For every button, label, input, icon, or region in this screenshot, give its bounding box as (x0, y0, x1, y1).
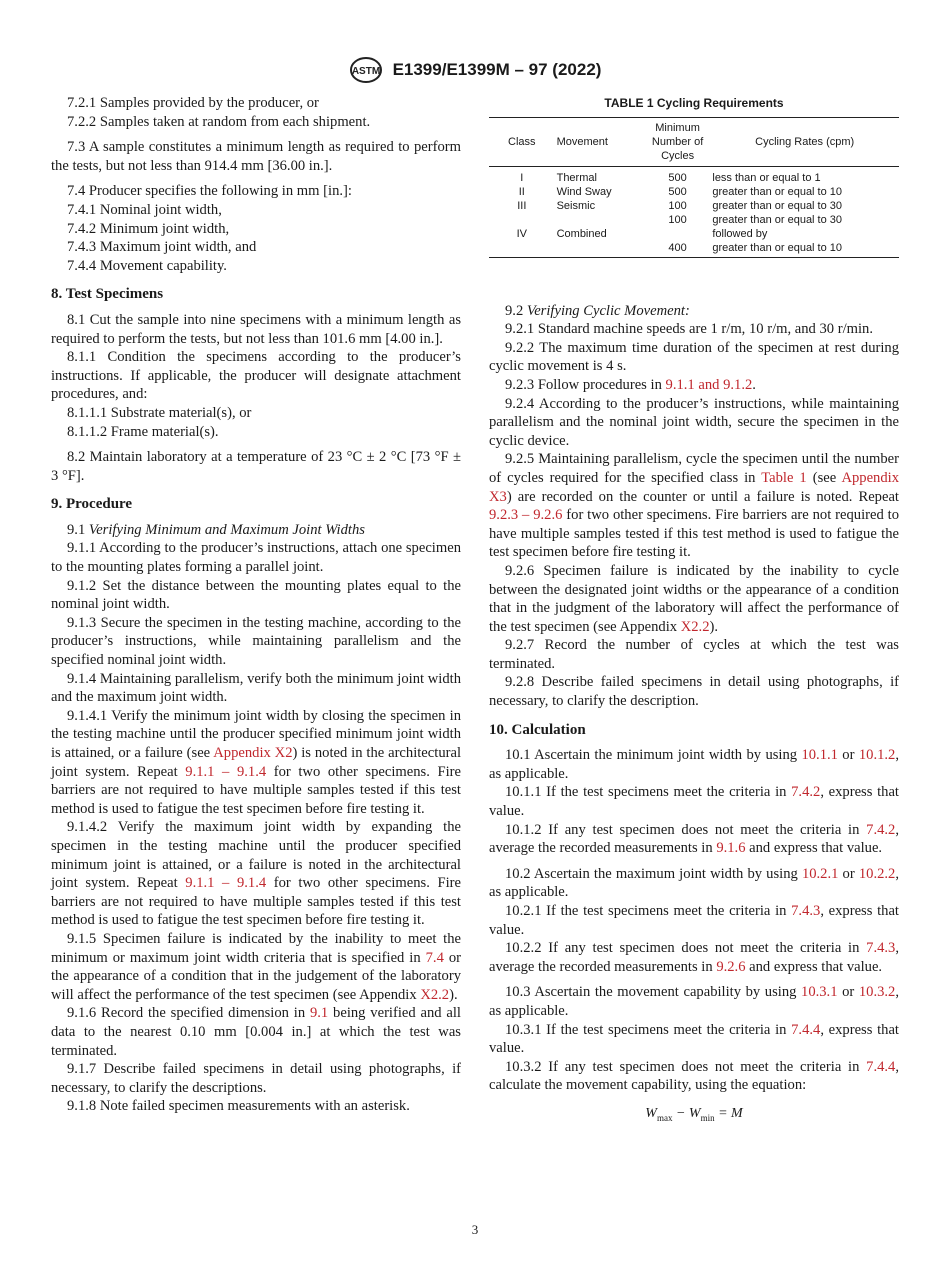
para-10-2-2: 10.2.2 If any test specimen does not meet the criteria in 7.4.3, average the recorded measurements in 9.2.6 and express that value. (489, 940, 899, 975)
table-row: II Wind Sway 500 greater than or equal to 10 (518, 185, 843, 198)
col-header-class: Class (489, 117, 555, 166)
link-10-2-1[interactable]: 10.2.1 (801, 865, 839, 882)
col-header-rates: Cycling Rates (cpm) (710, 117, 899, 166)
document-designation: E1399/E1399M – 97 (2022) (392, 60, 602, 79)
para-7-4-3: 7.4.3 Maximum joint width, and (67, 239, 257, 256)
link-7-4-3[interactable]: 7.4.3 (866, 940, 896, 957)
page-number: 3 (471, 1222, 479, 1237)
para-10-3-2: 10.3.2 If any test specimen does not meet the criteria in 7.4.4, calculate the movement capability, using the equation: (489, 1058, 899, 1094)
para-10-1-2: 10.1.2 If any test specimen does not meet the criteria in 7.4.2, average the recorded measurements in 9.1.6 and express that value. (489, 821, 899, 857)
para-9-1-4: 9.1.4 Maintaining parallelism, verify both the minimum joint width and the maximum joint width. (51, 670, 461, 706)
col-header-movement: Movement (555, 117, 645, 166)
para-9-2-7: 9.2.7 Record the number of cycles at which the test was terminated. (489, 637, 899, 672)
para-9-1-1: 9.1.1 According to the producer’s instructions, attach one specimen to the mounting plates forming a parallel joint. (51, 540, 461, 576)
link-7-4[interactable]: 7.4 (425, 949, 444, 966)
table-row: IV Combined followed by (516, 227, 768, 240)
para-9-2-3: 9.2.3 Follow procedures in 9.1.1 and 9.1.2. (505, 376, 756, 393)
link-9-1-1-and-9-1-2[interactable]: 9.1.1 and 9.1.2 (665, 376, 753, 393)
para-10-2-1: 10.2.1 If the test specimens meet the criteria in 7.4.3, express that value. (489, 903, 899, 938)
link-9-1[interactable]: 9.1 (309, 1005, 329, 1022)
para-9-1-8: 9.1.8 Note failed specimen measurements with an asterisk. (67, 1098, 410, 1115)
para-9-1-3: 9.1.3 Secure the specimen in the testing machine, according to the producer’s instructions, while maintaining parallelism and the specified nominal joint width. (51, 614, 461, 669)
link-9-1-6[interactable]: 9.1.6 (716, 840, 746, 857)
section-heading-8: 8. Test Specimens (51, 286, 164, 303)
para-9-1-6: 9.1.6 Record the specified dimension in 9.1 being verified and all data to the nearest 0.10 mm [0.004 in.] at which the test was terminated. (51, 1005, 461, 1059)
link-x2-2[interactable]: X2.2 (420, 986, 450, 1003)
para-9-1-2: 9.1.2 Set the distance between the mounting plates equal to the nominal joint width. (51, 577, 461, 613)
para-7-3: 7.3 A sample constitutes a minimum length as required to perform the tests, but not less than 914.4 mm [36.00 in.]. (51, 139, 461, 174)
para-7-4-1: 7.4.1 Nominal joint width, (67, 201, 222, 218)
link-10-1-1[interactable]: 10.1.1 (801, 747, 838, 764)
right-column (489, 94, 899, 1127)
para-9-1-4-1: 9.1.4.1 Verify the minimum joint width by closing the specimen in the testing machine until the producer specified minimum joint width is attained, or a failure (see Appendix X2) is noted in the architectural joint system. Repeat 9.1.1 – 9.1.4 for two other specimens. Fire barriers are not required to have multiple samples tested if this test method is used to fatigue the test specimen before fire testing it. (51, 707, 462, 817)
link-9-2-6[interactable]: 9.2.6 (716, 958, 746, 975)
link-7-4-2[interactable]: 7.4.2 (866, 821, 896, 838)
para-10-1: 10.1 Ascertain the minimum joint width by using 10.1.1 or 10.1.2, as applicable. (489, 747, 899, 782)
para-7-2-1: 7.2.1 Samples provided by the producer, or (67, 95, 319, 111)
link-7-4-3[interactable]: 7.4.3 (791, 903, 821, 919)
para-9-2-1: 9.2.1 Standard machine speeds are 1 r/m, 10 r/m, and 30 r/min. (505, 321, 874, 338)
page-header (0, 56, 950, 84)
para-8-1-1: 8.1.1 Condition the specimens according to the producer’s instructions. If applicable, the producer will designate attachment procedures, and: (51, 349, 461, 403)
link-9-1-1-to-9-1-4[interactable]: 9.1.1 – 9.1.4 (185, 875, 267, 892)
link-10-2-2[interactable]: 10.2.2 (858, 865, 896, 882)
link-appendix-x3[interactable]: Appendix X3 (489, 469, 899, 505)
link-x2-2[interactable]: X2.2 (680, 618, 710, 635)
para-9-1-7: 9.1.7 Describe failed specimens in detail using photographs, if necessary, to clarify the descriptions. (51, 1061, 461, 1096)
table-row: I Thermal 500 less than or equal to 1 (520, 171, 821, 184)
para-10-1-1: 10.1.1 If the test specimens meet the criteria in 7.4.2, express that value. (489, 784, 899, 820)
para-7-4-4: 7.4.4 Movement capability. (67, 257, 227, 274)
table-row: III Seismic 100 greater than or equal to 30 (517, 199, 843, 212)
para-7-4-2: 7.4.2 Minimum joint width, (67, 220, 230, 237)
section-heading-9: 9. Procedure (51, 496, 133, 513)
link-10-1-2[interactable]: 10.1.2 (858, 747, 896, 764)
link-10-3-2[interactable]: 10.3.2 (858, 984, 896, 1001)
link-10-3-1[interactable]: 10.3.1 (801, 984, 838, 1001)
link-table-1[interactable]: Table 1 (761, 469, 807, 486)
para-7-2-2: 7.2.2 Samples taken at random from each shipment. (67, 113, 371, 130)
link-9-1-1-to-9-1-4[interactable]: 9.1.1 – 9.1.4 (185, 763, 267, 780)
para-8-1-1-1: 8.1.1.1 Substrate material(s), or (67, 404, 252, 421)
section-heading-10: 10. Calculation (489, 721, 586, 738)
para-10-3: 10.3 Ascertain the movement capability by using 10.3.1 or 10.3.2, as applicable. (489, 984, 899, 1019)
para-9-1-4-2: 9.1.4.2 Verify the maximum joint width by expanding the specimen in the testing machine until the producer specified minimum joint is attained, or a failure is noted in the architectural joint system. Repeat 9.1.1 – 9.1.4 for two other specimens. Fire barriers are not required to have multiple samples tested if this test method is used to fatigue the test specimen before fire testing it. (51, 819, 461, 929)
para-8-2: 8.2 Maintain laboratory at a temperature of 23 °C ± 2 °C [73 °F ± 3 °F]. (51, 449, 461, 484)
para-8-1: 8.1 Cut the sample into nine specimens with a minimum length as required to perform the tests, but not less than 101.6 mm [4.00 in.]. (51, 311, 461, 347)
para-10-2: 10.2 Ascertain the maximum joint width by using 10.2.1 or 10.2.2, as applicable. (489, 865, 899, 901)
para-9-2-5: 9.2.5 Maintaining parallelism, cycle the specimen until the number of cycles required for the specified class in Table 1 (see Appendix X3) are recorded on the counter or until a failure is noted. Repeat 9.2.3 – 9.2.6 for two other specimens. Fire barriers are not required to have multiple samples tested if this test method is used to fatigue the test specimen before fire testing it. (489, 451, 899, 561)
astm-logo-icon (349, 56, 383, 84)
para-7-4: 7.4 Producer specifies the following in mm [in.]: (67, 183, 352, 200)
cycling-requirements-table (489, 117, 899, 258)
para-9-2-8: 9.2.8 Describe failed specimens in detail using photographs, if necessary, to clarify the description. (489, 674, 899, 710)
table-row: 100 greater than or equal to 30 (668, 213, 843, 226)
logo-text: ASTM (351, 66, 380, 77)
link-7-4-2[interactable]: 7.4.2 (791, 784, 821, 801)
para-8-1-1-2: 8.1.1.2 Frame material(s). (67, 423, 219, 440)
para-10-3-1: 10.3.1 If the test specimens meet the criteria in 7.4.4, express that value. (489, 1021, 899, 1057)
left-column (51, 94, 461, 1116)
para-9-1: 9.1 Verifying Minimum and Maximum Joint Widths (67, 521, 365, 538)
para-9-2-6: 9.2.6 Specimen failure is indicated by the inability to cycle between the designated joint widths or the appearance of a condition that in the judgment of the laboratory will affect the performance of the test specimen (see Appendix X2.2). (489, 562, 899, 635)
link-7-4-4[interactable]: 7.4.4 (791, 1021, 821, 1038)
movement-equation: $W_{max} - W_{min} = M$ (645, 1105, 743, 1123)
table-caption: TABLE 1 Cycling Requirements (604, 96, 784, 110)
para-9-1-5: 9.1.5 Specimen failure is indicated by the inability to meet the minimum or maximum joint width criteria that is specified in 7.4 or the appearance of a condition that in the judgement of the laboratory will affect the performance of the test specimen (see Appendix X2.2). (51, 930, 461, 1003)
link-9-2-3-to-9-2-6[interactable]: 9.2.3 – 9.2.6 (489, 507, 563, 524)
table-header-row (489, 117, 899, 166)
col-header-cycles: Minimum Number of Cycles (645, 117, 711, 166)
link-appendix-x2[interactable]: Appendix X2 (213, 745, 293, 761)
para-9-2-2: 9.2.2 The maximum time duration of the specimen at rest during cyclic movement is 4 s. (489, 339, 899, 375)
para-9-2: 9.2 Verifying Cyclic Movement: (505, 302, 690, 319)
table-row: 400 greater than or equal to 10 (489, 241, 899, 258)
para-9-2-4: 9.2.4 According to the producer’s instructions, while maintaining parallelism and the nominal joint width, secure the specimen in the cyclic device. (489, 395, 899, 449)
link-7-4-4[interactable]: 7.4.4 (866, 1058, 896, 1075)
